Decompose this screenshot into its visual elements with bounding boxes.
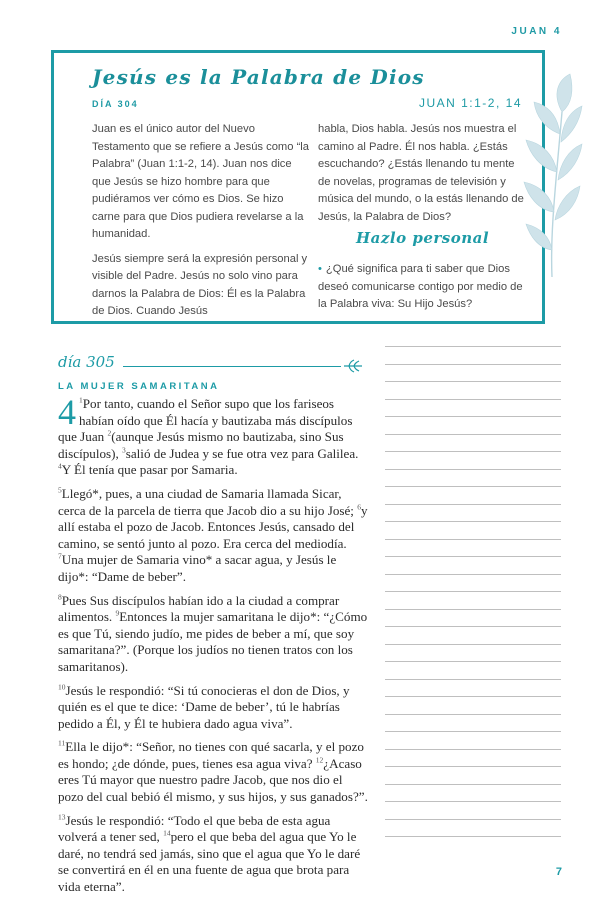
verse-number: 12 — [315, 755, 324, 765]
note-line — [385, 574, 561, 575]
verse-text: Pues Sus discípulos habían ido a la ciudad a comprar alimentos. — [58, 592, 340, 625]
note-line — [385, 364, 561, 365]
note-line — [385, 504, 561, 505]
note-line — [385, 381, 561, 382]
note-line — [385, 539, 561, 540]
verse-number: 6 — [357, 502, 361, 512]
note-line — [385, 591, 561, 592]
verse-text: Una mujer de Samaria vino* a sacar agua, y Jesús le dijo*: “Dame de beber”. — [58, 552, 337, 584]
verse-text: Jesús le respondió: “Todo el que beba de esta agua volverá a tener sed, — [58, 812, 331, 845]
devotional-paragraph: Jesús siempre será la expresión personal y visible del Padre. Jesús no solo vino para darnos la Palabra de Dios: Él es la Palabra de Dios. Cuando Jesús — [92, 252, 308, 317]
verse-number: 11 — [58, 738, 66, 748]
devotional-box — [51, 50, 545, 324]
verse-number: 4 — [58, 462, 62, 472]
notes-lines-area[interactable] — [385, 346, 561, 856]
note-line — [385, 451, 561, 452]
note-line — [385, 731, 561, 732]
note-line — [385, 784, 561, 785]
bullet-dot-icon: • — [318, 263, 322, 275]
verse-number: 10 — [58, 682, 66, 692]
verse-number: 5 — [58, 485, 62, 495]
section-title: LA MUJER SAMARITANA — [58, 381, 220, 392]
devotional-paragraph: habla, Dios habla. Jesús nos muestra el camino al Padre. Él nos habla. ¿Estás escuchando? ¿Estás llenando tu mente de novelas, programas de televisión y música del mundo, o la estás llenando de Jesús, la Palabra de Dios? — [318, 123, 524, 223]
note-line — [385, 836, 561, 837]
note-line — [385, 469, 561, 470]
reflection-question: ¿Qué significa para ti saber que Dios deseó comunicarse contigo por medio de la Palabra viva: Su Hijo Jesús? — [318, 263, 523, 310]
verse-number: 14 — [163, 828, 171, 838]
devotional-right-column — [318, 121, 528, 233]
day-heading-rule — [123, 366, 341, 367]
scripture-paragraph — [58, 813, 370, 896]
reflection-bullet — [318, 261, 528, 314]
verse-number: 7 — [58, 551, 62, 561]
scripture-text — [58, 392, 370, 903]
note-line — [385, 801, 561, 802]
note-line — [385, 696, 561, 697]
verse-text: Y Él tenía que pasar por Samaria. — [61, 462, 238, 478]
note-line — [385, 714, 561, 715]
note-line — [385, 661, 561, 662]
sprig-icon — [343, 358, 363, 374]
devotional-day-label: DÍA 304 — [92, 99, 139, 109]
verse-text: Entonces la mujer samaritana le dijo*: “¿Cómo es que Tú, siendo judío, me pides de beber a mí, que soy samaritana?”. (Porque los judíos no tienen tratos con los samaritanos). — [58, 609, 368, 674]
scripture-paragraph — [58, 683, 370, 733]
note-line — [385, 626, 561, 627]
note-line — [385, 766, 561, 767]
leaf-branch-icon — [522, 72, 584, 282]
note-line — [385, 416, 561, 417]
scripture-paragraph — [58, 486, 370, 586]
devotional-left-column — [92, 121, 312, 328]
note-line — [385, 644, 561, 645]
verse-number: 8 — [58, 592, 62, 602]
note-line — [385, 556, 561, 557]
hazlo-personal-heading: Hazlo personal — [356, 229, 490, 247]
scripture-paragraph — [58, 739, 370, 805]
verse-number: 9 — [115, 608, 120, 618]
note-line — [385, 819, 561, 820]
devotional-title: Jesús es la Palabra de Dios — [92, 65, 425, 89]
note-line — [385, 399, 561, 400]
verse-text: Jesús le respondió: “Si tú conocieras el don de Dios, y quién es el que te dice: ‘Dame de beber’, tú le habrías pedido a Él, y Él te hubiera dado agua viva”. — [58, 682, 350, 731]
chapter-number: 4 — [58, 392, 76, 432]
verse-number: 3 — [122, 445, 126, 455]
verse-number: 13 — [58, 812, 66, 822]
verse-text: ¿Acaso eres Tú mayor que nuestro padre Jacob, que nos dio el pozo del cual bebió él mismo, y sus hijos, y sus ganados?”. — [58, 755, 368, 805]
note-line — [385, 434, 561, 435]
verse-number: 2 — [107, 428, 112, 438]
note-line — [385, 346, 561, 347]
verse-text: salió de Judea y se fue otra vez para Galilea. — [125, 445, 359, 461]
verse-number: 1 — [79, 395, 83, 405]
verse-text: y allí estaba el pozo de Jacob. Entonces Jesús, cansado del camino, se sentó junto al pozo. Era cerca del mediodía. — [58, 502, 368, 551]
devotional-reference: JUAN 1:1-2, 14 — [418, 96, 522, 110]
note-line — [385, 749, 561, 750]
scripture-paragraph — [58, 392, 370, 479]
page-number: 7 — [555, 866, 562, 878]
note-line — [385, 521, 561, 522]
scripture-paragraph — [58, 593, 370, 676]
verse-text: Ella le dijo*: “Señor, no tienes con qué sacarla, y el pozo es hondo; ¿de dónde, pues, tienes esa agua viva? — [58, 739, 364, 771]
devotional-paragraph: Juan es el único autor del Nuevo Testamento que se refiere a Jesús como “la Palabra” (Juan 1:1-2, 14). Juan nos dice que Jesús se hizo hombre para que pudiéramos ver cómo es Dios. Se hizo carne para que Dios pudiera revelarse a la humanidad. — [92, 123, 310, 240]
verse-text: pero el que beba del agua que Yo le daré, no tendrá sed jamás, sino que el agua que Yo le daré se convertirá en él en una fuente de agua que brota para vida eterna”. — [58, 829, 361, 895]
note-line — [385, 486, 561, 487]
verse-text: Llegó*, pues, a una ciudad de Samaria llamada Sicar, cerca de la parcela de tierra que Jacob dio a su hijo José; — [58, 485, 358, 518]
running-head: JUAN 4 — [511, 26, 562, 37]
verse-text: Por tanto, cuando el Señor supo que los fariseos habían oído que Él hacía y bautizaba más discípulos que Juan — [58, 396, 353, 445]
note-line — [385, 609, 561, 610]
verse-text: (aunque Jesús mismo no bautizaba, sino Sus discípulos), — [58, 429, 344, 461]
note-line — [385, 679, 561, 680]
reading-day-heading: día 305 — [58, 353, 115, 371]
